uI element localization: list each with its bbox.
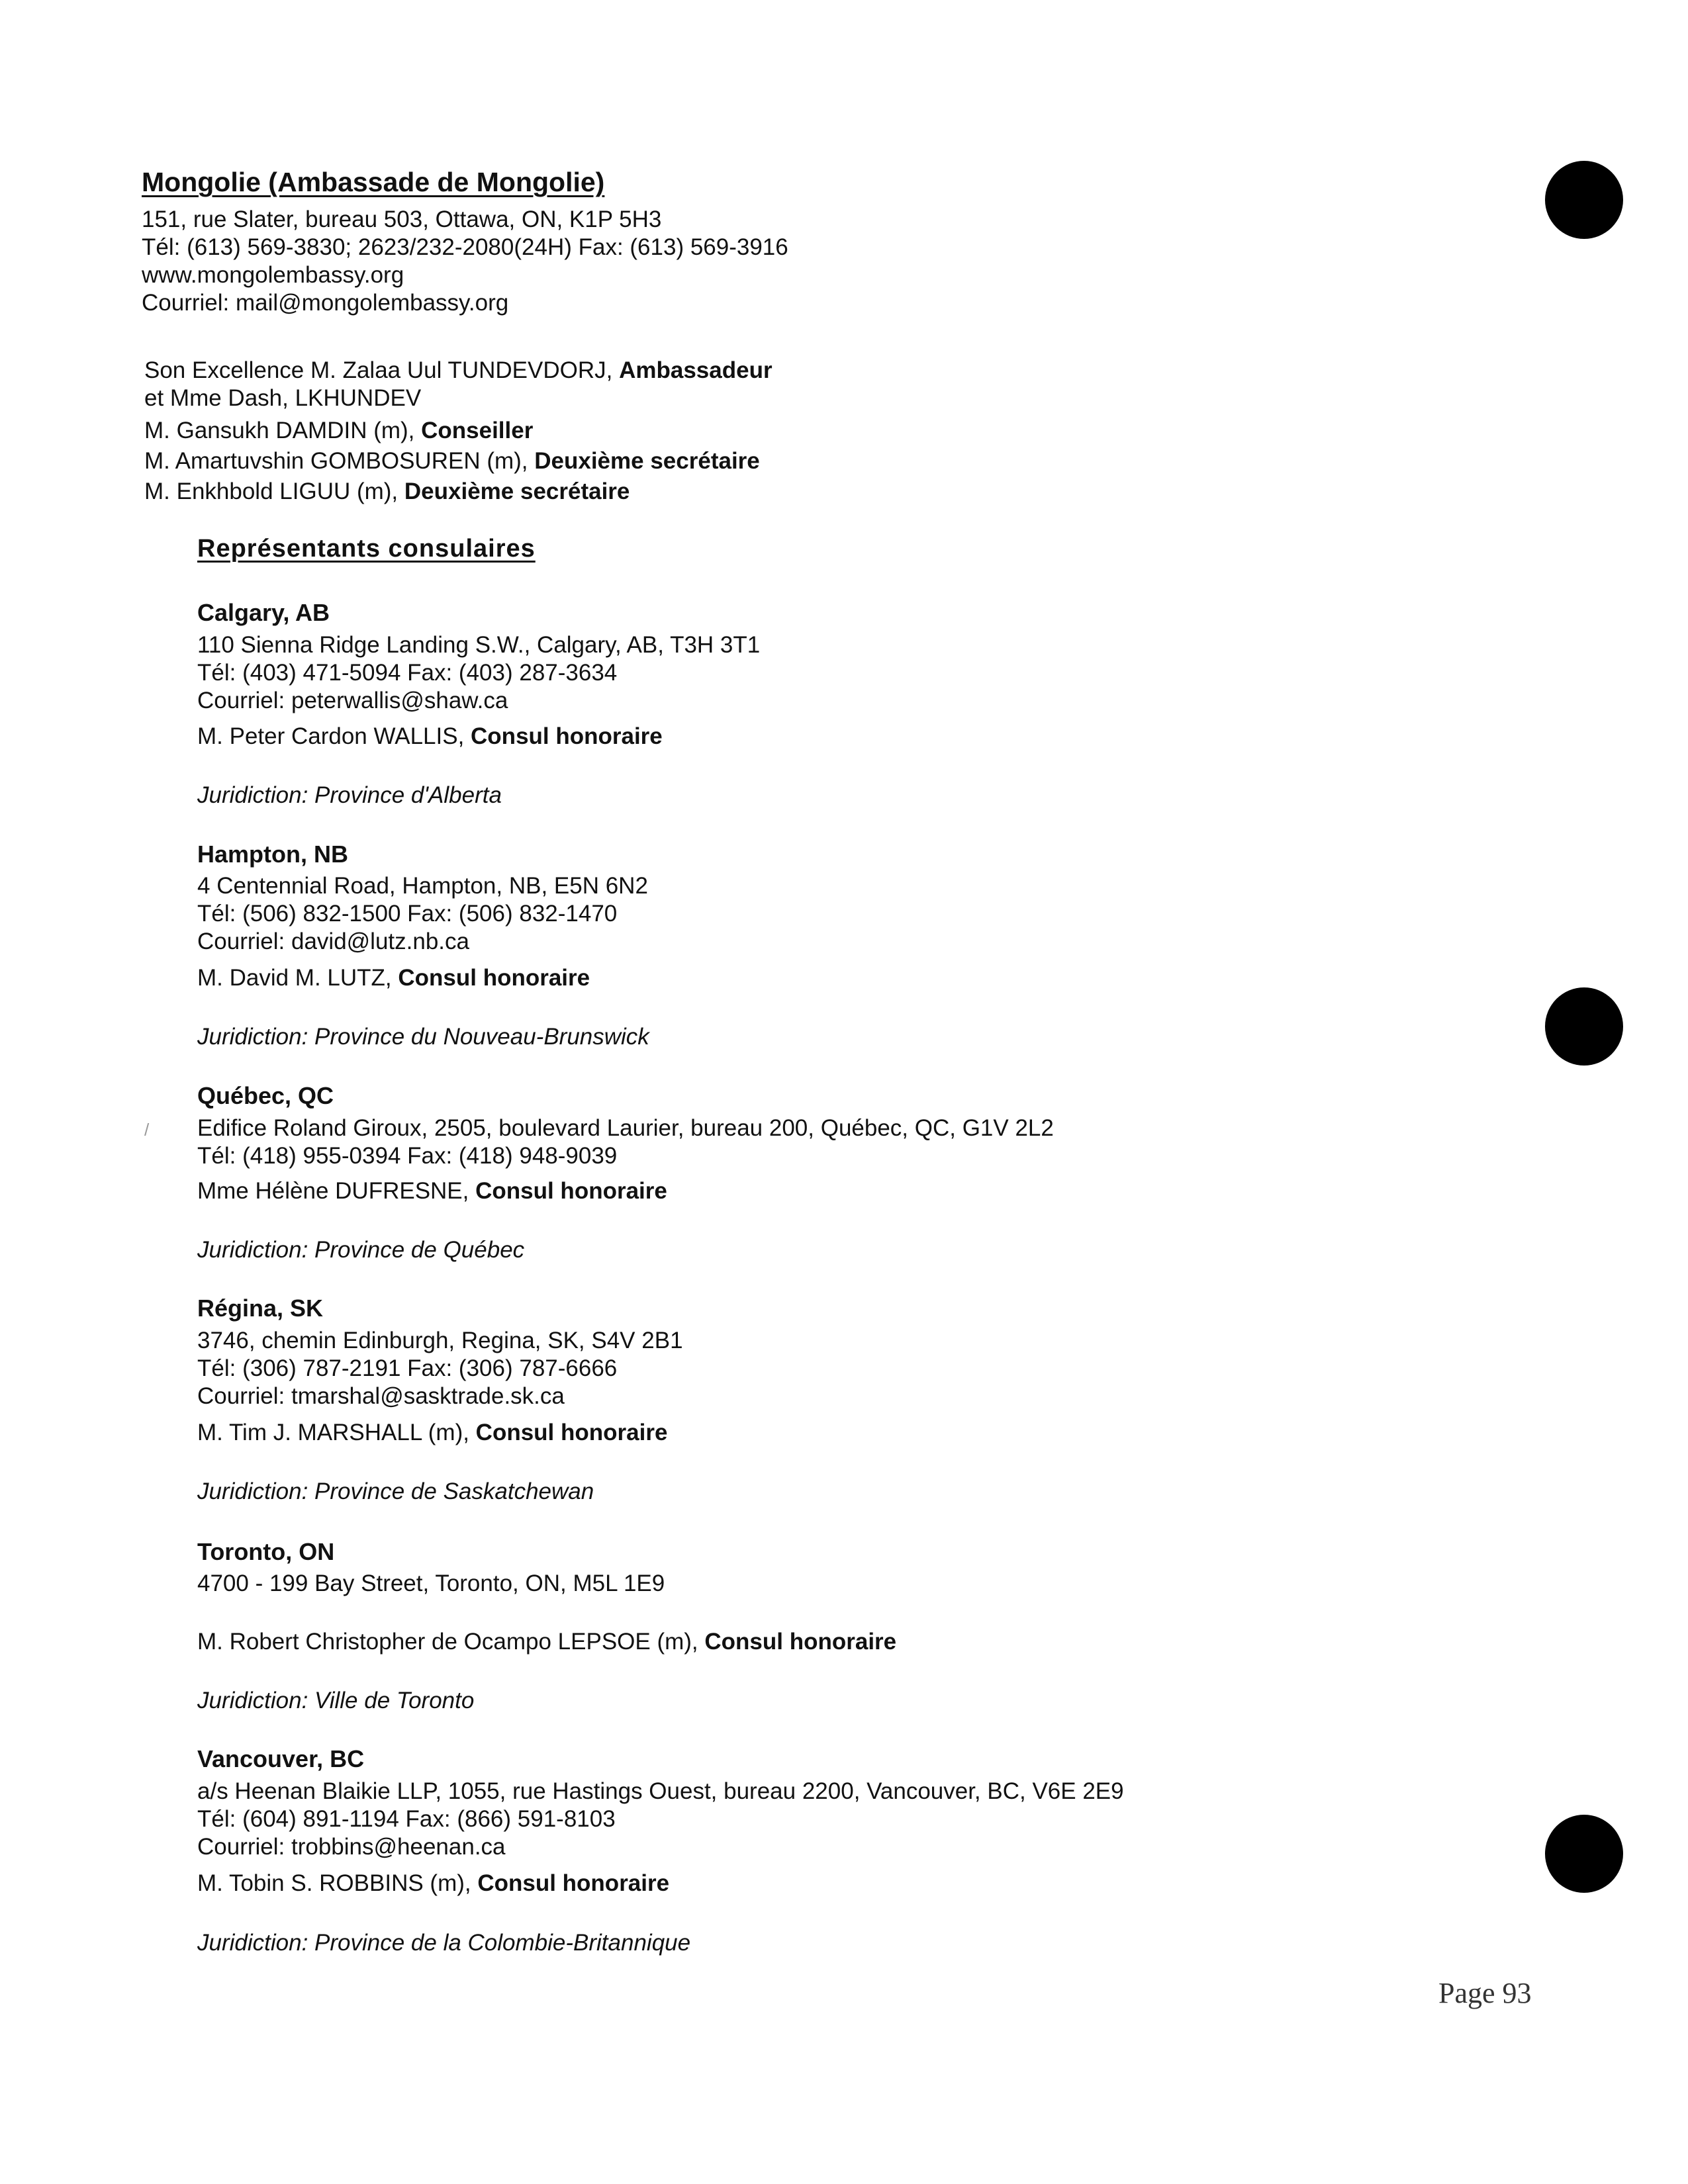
staff-name: M. Amartuvshin GOMBOSUREN (m), xyxy=(144,448,535,474)
staff-name: M. Gansukh DAMDIN (m), xyxy=(144,418,422,443)
staff-name: Son Excellence M. Zalaa Uul TUNDEVDORJ, xyxy=(144,357,620,383)
embassy-address: 151, rue Slater, bureau 503, Ottawa, ON, K1P 5H3 xyxy=(142,206,662,232)
page-number: Page 93 xyxy=(1438,1977,1532,2009)
office-person xyxy=(197,1419,667,1447)
office-email: Courriel: trobbins@heenan.ca xyxy=(197,1834,506,1860)
binder-hole-bottom xyxy=(1545,1815,1623,1893)
person-title: Consul honoraire xyxy=(398,965,590,991)
office-email: Courriel: peterwallis@shaw.ca xyxy=(197,688,508,713)
office-email: Courriel: david@lutz.nb.ca xyxy=(197,929,469,954)
office-city: Toronto, ON xyxy=(197,1538,335,1565)
person-name: M. David M. LUTZ, xyxy=(197,965,399,991)
office-city: Québec, QC xyxy=(197,1082,334,1109)
person-name: Mme Hélène DUFRESNE, xyxy=(197,1178,476,1204)
office-person xyxy=(197,723,663,751)
person-title: Consul honoraire xyxy=(477,1870,670,1896)
staff-counsellor xyxy=(144,417,533,445)
person-name: M. Tim J. MARSHALL (m), xyxy=(197,1420,476,1445)
embassy-phone: Tél: (613) 569-3830; 2623/232-2080(24H) Fax: (613) 569-3916 xyxy=(142,234,788,260)
office-jurisdiction: Juridiction: Province de Québec xyxy=(197,1237,525,1263)
scan-mark: / xyxy=(144,1120,150,1140)
staff-name: et Mme Dash, LKHUNDEV xyxy=(144,385,422,411)
staff-title: Ambassadeur xyxy=(619,357,773,383)
person-name: M. Tobin S. ROBBINS (m), xyxy=(197,1870,478,1896)
office-email: Courriel: tmarshal@sasktrade.sk.ca xyxy=(197,1383,565,1409)
embassy-email: Courriel: mail@mongolembassy.org xyxy=(142,290,509,316)
office-person xyxy=(197,1870,669,1897)
person-name: M. Peter Cardon WALLIS, xyxy=(197,723,471,749)
binder-hole-middle xyxy=(1545,987,1623,1066)
staff-name: M. Enkhbold LIGUU (m), xyxy=(144,478,404,504)
person-title: Consul honoraire xyxy=(471,723,663,749)
office-person xyxy=(197,1628,896,1656)
office-jurisdiction: Juridiction: Province d'Alberta xyxy=(197,782,502,808)
staff-title: Deuxième secrétaire xyxy=(534,448,760,474)
office-city: Vancouver, BC xyxy=(197,1745,365,1772)
staff-second-secretary-1 xyxy=(144,447,760,475)
office-phone: Tél: (403) 471-5094 Fax: (403) 287-3634 xyxy=(197,660,618,686)
person-title: Consul honoraire xyxy=(475,1420,668,1445)
office-jurisdiction: Juridiction: Province de la Colombie-Britannique xyxy=(197,1930,691,1956)
consular-heading: Représentants consulaires xyxy=(197,535,536,563)
office-city: Régina, SK xyxy=(197,1295,324,1322)
embassy-website: www.mongolembassy.org xyxy=(142,262,404,288)
office-address: 4700 - 199 Bay Street, Toronto, ON, M5L 1E9 xyxy=(197,1570,665,1596)
office-city: Calgary, AB xyxy=(197,599,330,626)
person-name: M. Robert Christopher de Ocampo LEPSOE (m), xyxy=(197,1629,705,1655)
office-phone: Tél: (506) 832-1500 Fax: (506) 832-1470 xyxy=(197,901,618,927)
office-person xyxy=(197,1177,667,1205)
office-phone: Tél: (306) 787-2191 Fax: (306) 787-6666 xyxy=(197,1355,618,1381)
office-phone: Tél: (604) 891-1194 Fax: (866) 591-8103 xyxy=(197,1806,616,1832)
office-address: 110 Sienna Ridge Landing S.W., Calgary, AB, T3H 3T1 xyxy=(197,632,761,658)
person-title: Consul honoraire xyxy=(475,1178,667,1204)
office-jurisdiction: Juridiction: Ville de Toronto xyxy=(197,1688,475,1713)
office-jurisdiction: Juridiction: Province de Saskatchewan xyxy=(197,1479,594,1504)
embassy-title: Mongolie (Ambassade de Mongolie) xyxy=(142,167,605,197)
office-address: 4 Centennial Road, Hampton, NB, E5N 6N2 xyxy=(197,873,648,899)
office-city: Hampton, NB xyxy=(197,841,348,868)
office-jurisdiction: Juridiction: Province du Nouveau-Brunswick xyxy=(197,1024,649,1050)
office-address: a/s Heenan Blaikie LLP, 1055, rue Hastings Ouest, bureau 2200, Vancouver, BC, V6E 2E9 xyxy=(197,1778,1124,1804)
office-person xyxy=(197,964,590,992)
staff-ambassador xyxy=(144,357,773,385)
person-title: Consul honoraire xyxy=(704,1629,897,1655)
staff-title: Conseiller xyxy=(421,418,534,443)
staff-title: Deuxième secrétaire xyxy=(404,478,630,504)
binder-hole-top xyxy=(1545,161,1623,239)
office-address: 3746, chemin Edinburgh, Regina, SK, S4V 2B1 xyxy=(197,1328,683,1353)
staff-second-secretary-2 xyxy=(144,478,630,506)
staff-spouse xyxy=(144,385,421,412)
office-address: Edifice Roland Giroux, 2505, boulevard Laurier, bureau 200, Québec, QC, G1V 2L2 xyxy=(197,1115,1054,1141)
office-phone: Tél: (418) 955-0394 Fax: (418) 948-9039 xyxy=(197,1143,618,1169)
